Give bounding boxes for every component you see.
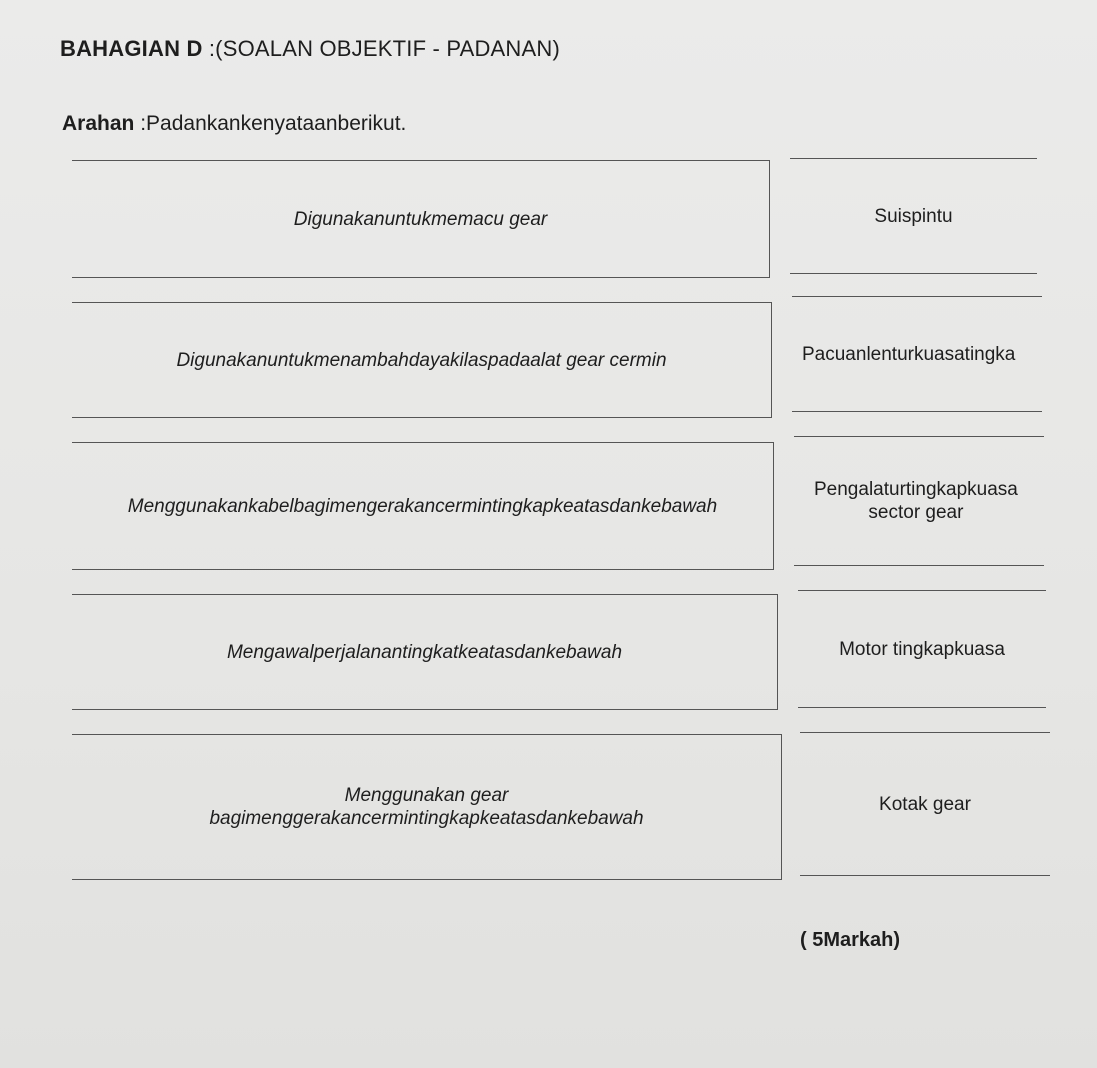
statement-5-line-1: Menggunakan gear [344, 785, 509, 806]
statement-box-2 [72, 302, 772, 418]
statement-1-line-1: Digunakanuntukmemacu gear [293, 208, 548, 230]
section-title [60, 36, 560, 62]
marks-label: ( 5Markah) [800, 929, 901, 951]
answer-5 [879, 793, 971, 816]
statement-2 [176, 349, 666, 372]
answer-box-1 [790, 158, 1037, 274]
answer-5-line-1: Kotak gear [879, 793, 971, 815]
section-title-bold: BAHAGIAN D [60, 36, 203, 61]
statement-box-3 [72, 442, 774, 570]
answer-4-line-1: Motor tingkapkuasa [839, 638, 1005, 660]
answer-box-4 [798, 590, 1046, 708]
instruction-label: Arahan [62, 112, 135, 135]
statement-3-line-1: Menggunakankabelbagimengerakancermintingkapkeatasdankebawah [127, 495, 718, 517]
statement-1 [294, 208, 548, 231]
statement-box-5 [72, 734, 782, 880]
instruction [62, 112, 406, 136]
answer-box-3 [794, 436, 1044, 566]
instruction-text: :Padankankenyataanberikut. [134, 112, 407, 135]
answer-1-line-1: Suispintu [874, 205, 953, 227]
statement-box-4 [72, 594, 778, 710]
statement-5 [209, 784, 643, 830]
answer-4 [839, 638, 1005, 661]
statement-box-1 [72, 160, 770, 278]
answer-box-5 [800, 732, 1050, 876]
answer-box-2 [792, 296, 1042, 412]
answer-2-line-1: Pacuanlenturkuasatingka [802, 343, 1016, 365]
answer-3 [814, 478, 1018, 524]
statement-4-line-1: Mengawalperjalanantingkatkeatasdankebawah [226, 641, 623, 663]
answer-2 [802, 343, 1015, 366]
statement-4 [227, 641, 622, 664]
section-title-rest: :(SOALAN OBJEKTIF - PADANAN) [202, 36, 561, 61]
answer-1 [874, 205, 952, 228]
statement-3 [128, 495, 717, 518]
answer-3-line-1: Pengalaturtingkapkuasa [814, 479, 1018, 500]
statement-5-line-2: bagimenggerakancermintingkapkeatasdankebawah [209, 808, 644, 829]
answer-3-line-2: sector gear [868, 502, 964, 523]
statement-2-line-1: Digunakanuntukmenambahdayakilaspadaalat gear cermin [176, 349, 667, 371]
